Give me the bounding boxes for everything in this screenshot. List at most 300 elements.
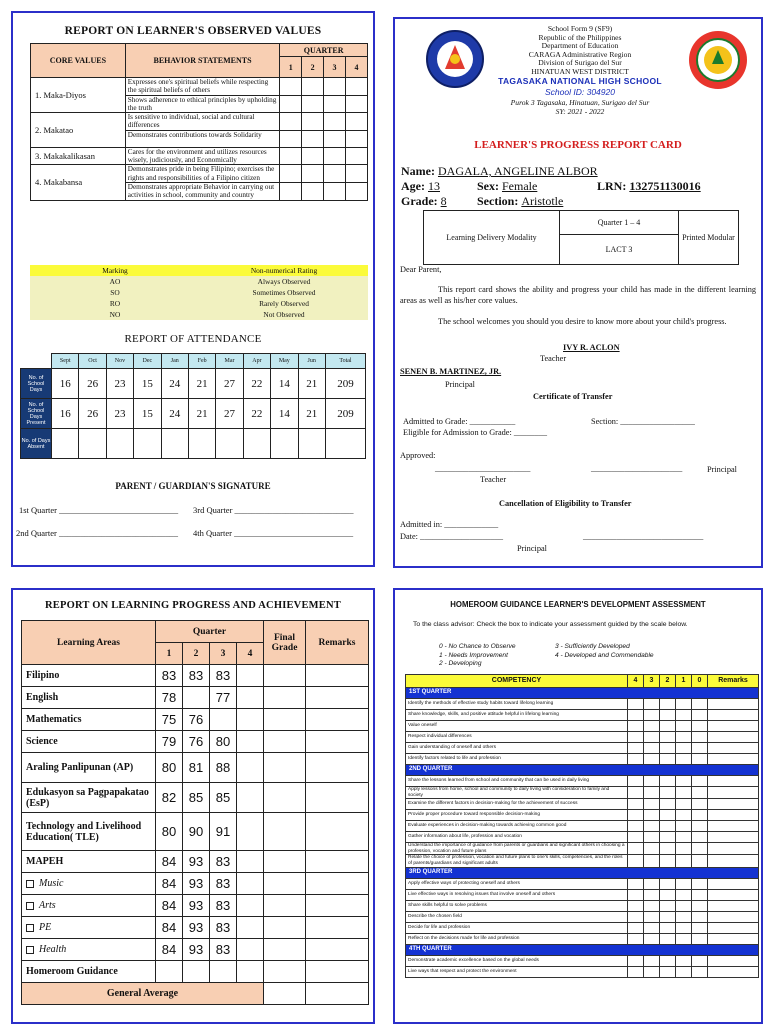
rating-cell[interactable] [302, 130, 324, 147]
assessment-cell[interactable] [676, 799, 692, 810]
assessment-cell[interactable] [708, 710, 759, 721]
assessment-cell[interactable] [676, 699, 692, 710]
teacher-name: IVY R. ACLON [563, 343, 620, 352]
assessment-cell[interactable] [676, 732, 692, 743]
assessment-cell[interactable] [676, 810, 692, 821]
rating-cell[interactable] [346, 130, 368, 147]
assessment-cell[interactable] [708, 889, 759, 900]
learning-area-name: Science [26, 736, 58, 747]
lrn-label: LRN: [597, 179, 627, 193]
rating-cell[interactable] [302, 147, 324, 165]
assessment-cell[interactable] [660, 900, 676, 911]
assessment-cell[interactable] [628, 955, 644, 966]
assessment-cell[interactable] [660, 743, 676, 754]
school-header-line: Division of Surigao del Sur [538, 58, 622, 68]
assessment-cell[interactable] [676, 878, 692, 889]
assessment-cell[interactable] [692, 955, 708, 966]
assessment-cell[interactable] [644, 799, 660, 810]
grade-cell [237, 753, 264, 783]
assessment-cell[interactable] [676, 955, 692, 966]
attendance-cell [161, 429, 188, 459]
month-header: Sept [52, 354, 79, 369]
rating-cell[interactable] [302, 95, 324, 113]
grade-cell [237, 783, 264, 813]
remarks-cell [306, 961, 369, 983]
rating-cell[interactable] [280, 130, 302, 147]
learning-area [22, 665, 156, 687]
learning-area-name: Music [39, 878, 64, 889]
scale-item: 2 - Developing [439, 660, 482, 668]
marking-code: RO [109, 299, 121, 308]
ldm-mode: Printed Modular [679, 211, 739, 265]
general-average-label: General Average [22, 983, 264, 1005]
assessment-cell[interactable] [708, 721, 759, 732]
assessment-cell[interactable] [628, 799, 644, 810]
assessment-cell[interactable] [644, 787, 660, 799]
ldm-quarters: Quarter 1 – 4 [560, 211, 679, 235]
learning-area [22, 939, 156, 961]
assessment-cell[interactable] [676, 721, 692, 732]
assessment-cell[interactable] [644, 955, 660, 966]
assessment-cell[interactable] [692, 799, 708, 810]
assessment-cell[interactable] [628, 710, 644, 721]
assessment-cell[interactable] [660, 710, 676, 721]
assessment-cell[interactable] [644, 832, 660, 843]
final-grade-cell [264, 731, 306, 753]
general-average-value [264, 983, 306, 1005]
grade-cell: 83 [210, 917, 237, 939]
grade-cell: 75 [156, 709, 183, 731]
assessment-cell[interactable] [708, 732, 759, 743]
assessment-cell[interactable] [660, 955, 676, 966]
guidance-quarter-row [406, 867, 759, 878]
rating-cell[interactable] [346, 165, 368, 183]
rating-cell[interactable] [324, 78, 346, 96]
assessment-cell[interactable] [660, 699, 676, 710]
assessment-cell[interactable] [644, 732, 660, 743]
assessment-cell[interactable] [660, 933, 676, 944]
learning-area [22, 873, 156, 895]
assessment-cell[interactable] [708, 966, 759, 977]
attendance-row-label: No. of School Days [21, 369, 52, 399]
assessment-cell[interactable] [644, 878, 660, 889]
rating-text: Sometimes Observed [252, 288, 316, 297]
school-address: Purok 3 Tagasaka, Hinatuan, Surigao del Sur [510, 98, 650, 107]
assessment-cell[interactable] [660, 810, 676, 821]
assessment-cell[interactable] [644, 699, 660, 710]
assessment-cell[interactable] [660, 843, 676, 855]
grade-row [22, 895, 369, 917]
attendance-cell [298, 429, 325, 459]
assessment-cell[interactable] [676, 710, 692, 721]
assessment-cell[interactable] [660, 832, 676, 843]
competency-text: Demonstrate academic excellence based on the global needs [406, 955, 628, 966]
assessment-cell[interactable] [660, 855, 676, 867]
rating-header: Non-numerical Rating [250, 266, 318, 275]
remarks-cell [306, 753, 369, 783]
assessment-cell[interactable] [660, 911, 676, 922]
attendance-cell [106, 429, 133, 459]
assessment-cell[interactable] [708, 787, 759, 799]
grade-cell: 91 [210, 813, 237, 851]
core-values-header: CORE VALUES [31, 44, 126, 78]
assessment-cell[interactable] [628, 855, 644, 867]
scale-left [439, 643, 516, 669]
grade-cell: 93 [183, 895, 210, 917]
grade-cell: 88 [210, 753, 237, 783]
rating-cell[interactable] [280, 182, 302, 200]
assessment-cell[interactable] [676, 889, 692, 900]
ldm-label: Learning Delivery Modality [424, 211, 560, 265]
assessment-cell[interactable] [628, 743, 644, 754]
rating-cell[interactable] [346, 113, 368, 131]
checkbox-icon [26, 946, 34, 954]
age-value: 13 [428, 179, 440, 193]
assessment-cell[interactable] [708, 699, 759, 710]
assessment-cell[interactable] [660, 966, 676, 977]
assessment-cell[interactable] [692, 699, 708, 710]
assessment-cell[interactable] [692, 933, 708, 944]
rating-cell[interactable] [324, 147, 346, 165]
guidance-title: HOMEROOM GUIDANCE LEARNER'S DEVELOPMENT ASSESSMENT [450, 600, 706, 609]
assessment-cell[interactable] [692, 911, 708, 922]
competency-text: Decide for life and profession [406, 922, 628, 933]
final-grade-cell [264, 961, 306, 983]
assessment-cell[interactable] [692, 900, 708, 911]
assessment-cell[interactable] [692, 966, 708, 977]
month-header: Mar [216, 354, 243, 369]
assessment-cell[interactable] [644, 911, 660, 922]
assessment-cell[interactable] [628, 776, 644, 787]
assessment-cell[interactable] [708, 843, 759, 855]
learning-area-name: Filipino [26, 670, 60, 681]
month-header: Jun [298, 354, 325, 369]
grade-row [22, 753, 369, 783]
assessment-cell[interactable] [692, 721, 708, 732]
assessment-cell[interactable] [692, 843, 708, 855]
sig-line-right: ______________________ [591, 464, 683, 473]
letter-paragraph-2: The school welcomes you should you desire to know more about your child's progress. [438, 317, 727, 326]
core-value-name: 3. Makakalikasan [31, 147, 126, 165]
assessment-cell[interactable] [676, 754, 692, 765]
rating-text: Not Observed [263, 310, 305, 319]
rating-cell[interactable] [324, 182, 346, 200]
behavior-statement: Demonstrates appropriate Behavior in carrying out activities in school, community and country [125, 182, 279, 200]
assessment-cell[interactable] [692, 878, 708, 889]
rating-cell[interactable] [302, 182, 324, 200]
rating-cell[interactable] [324, 130, 346, 147]
assessment-cell[interactable] [708, 743, 759, 754]
assessment-cell[interactable] [628, 900, 644, 911]
attendance-table [20, 353, 366, 459]
quarter-col-4: 4 [346, 57, 368, 78]
principal-name: SENEN B. MARTINEZ, JR. [400, 367, 502, 376]
assessment-cell[interactable] [644, 821, 660, 832]
assessment-cell[interactable] [644, 810, 660, 821]
grade-cell [210, 709, 237, 731]
assessment-cell[interactable] [692, 776, 708, 787]
scale-right [555, 643, 654, 660]
learning-area [22, 917, 156, 939]
assessment-cell[interactable] [628, 922, 644, 933]
grade-cell [237, 709, 264, 731]
attendance-title: REPORT OF ATTENDANCE [124, 333, 262, 345]
competency-row [406, 922, 759, 933]
assessment-cell[interactable] [692, 855, 708, 867]
competency-text: Share knowledge, skills, and positive attitude helpful in lifelong learning [406, 710, 628, 721]
attendance-cell: 22 [243, 369, 270, 399]
assessment-cell[interactable] [644, 889, 660, 900]
rating-cell[interactable] [346, 78, 368, 96]
behavior-statement: Demonstrates pride in being Filipino; exercises the rights and responsibilities of a Filipino citizen [125, 165, 279, 183]
rating-cell[interactable] [346, 147, 368, 165]
assessment-cell[interactable] [676, 743, 692, 754]
assessment-cell[interactable] [644, 933, 660, 944]
guidance-quarter-row [406, 688, 759, 699]
assessment-cell[interactable] [644, 900, 660, 911]
assessment-cell[interactable] [644, 776, 660, 787]
month-header: Feb [188, 354, 215, 369]
competency-text: Apply lessons from home, school and community to daily living with consideration to family and society [406, 787, 628, 799]
assessment-cell[interactable] [644, 743, 660, 754]
rating-row [30, 309, 368, 320]
competency-text: Provide proper procedure toward responsible decision-making [406, 810, 628, 821]
competency-row [406, 889, 759, 900]
competency-table [405, 674, 759, 978]
section-value: Aristotle [521, 194, 564, 208]
assessment-cell[interactable] [708, 855, 759, 867]
assessment-cell[interactable] [676, 966, 692, 977]
behavior-statement: Shows adherence to ethical principles by upholding the truth [125, 95, 279, 113]
assessment-cell[interactable] [660, 787, 676, 799]
rating-cell[interactable] [346, 95, 368, 113]
assessment-cell[interactable] [676, 832, 692, 843]
assessment-cell[interactable] [628, 966, 644, 977]
assessment-cell[interactable] [676, 911, 692, 922]
final-grade-cell [264, 851, 306, 873]
assessment-cell[interactable] [692, 821, 708, 832]
rating-cell[interactable] [324, 165, 346, 183]
general-average-remarks [306, 983, 369, 1005]
assessment-cell[interactable] [628, 810, 644, 821]
assessment-cell[interactable] [692, 889, 708, 900]
learning-progress-panel [11, 588, 375, 1024]
final-grade-cell [264, 939, 306, 961]
assessment-cell[interactable] [628, 889, 644, 900]
assessment-cell[interactable] [676, 933, 692, 944]
assessment-cell[interactable] [676, 900, 692, 911]
competency-row [406, 933, 759, 944]
assessment-cell[interactable] [628, 843, 644, 855]
assessment-cell[interactable] [708, 821, 759, 832]
behavior-statement: Is sensitive to individual, social and cultural differences [125, 113, 279, 131]
quarter-header: QUARTER [280, 44, 368, 57]
rating-cell[interactable] [280, 95, 302, 113]
assessment-cell[interactable] [692, 743, 708, 754]
section-line: Section: __________________ [591, 417, 695, 426]
assessment-cell[interactable] [644, 721, 660, 732]
assessment-cell[interactable] [692, 754, 708, 765]
rating-legend [30, 265, 368, 320]
scale-col-header: 0 [692, 675, 708, 688]
rating-cell[interactable] [302, 113, 324, 131]
rating-cell[interactable] [324, 113, 346, 131]
assessment-cell[interactable] [676, 922, 692, 933]
grade-cell: 83 [210, 665, 237, 687]
competency-row [406, 699, 759, 710]
assessment-cell[interactable] [644, 710, 660, 721]
assessment-cell[interactable] [660, 799, 676, 810]
assessment-cell[interactable] [628, 787, 644, 799]
principal-label: Principal [445, 380, 475, 389]
learning-area-name: Edukasyon sa Pagpapakatao (EsP) [26, 786, 149, 809]
assessment-cell[interactable] [676, 843, 692, 855]
assessment-cell[interactable] [692, 710, 708, 721]
grade-cell [237, 917, 264, 939]
final-grade-cell [264, 687, 306, 709]
assessment-cell[interactable] [628, 832, 644, 843]
assessment-cell[interactable] [644, 855, 660, 867]
rating-cell[interactable] [280, 113, 302, 131]
month-header: Jan [161, 354, 188, 369]
guidance-quarter-label: 4TH QUARTER [406, 944, 759, 955]
report-card-cover-panel [393, 17, 763, 568]
assessment-cell[interactable] [692, 787, 708, 799]
assessment-cell[interactable] [708, 776, 759, 787]
final-grade-cell [264, 665, 306, 687]
assessment-cell[interactable] [676, 776, 692, 787]
grade-cell: 83 [210, 851, 237, 873]
scale-col-header: 4 [628, 675, 644, 688]
grade-cell: 81 [183, 753, 210, 783]
assessment-cell[interactable] [692, 810, 708, 821]
assessment-cell[interactable] [660, 821, 676, 832]
assessment-cell[interactable] [660, 878, 676, 889]
rating-cell[interactable] [280, 78, 302, 96]
ldm-lact: LACT 3 [560, 235, 679, 265]
behavior-header: BEHAVIOR STATEMENTS [125, 44, 279, 78]
assessment-cell[interactable] [676, 855, 692, 867]
competency-row [406, 810, 759, 821]
competency-row [406, 799, 759, 810]
learning-area-name: English [26, 692, 59, 703]
assessment-cell[interactable] [708, 922, 759, 933]
grade-cell: 83 [210, 895, 237, 917]
remarks-cell [306, 731, 369, 753]
assessment-cell[interactable] [628, 911, 644, 922]
assessment-cell[interactable] [644, 754, 660, 765]
scale-col-header: 2 [660, 675, 676, 688]
grade-cell [237, 939, 264, 961]
assessment-cell[interactable] [708, 955, 759, 966]
assessment-cell[interactable] [628, 933, 644, 944]
assessment-cell[interactable] [692, 732, 708, 743]
assessment-cell[interactable] [708, 878, 759, 889]
competency-row [406, 878, 759, 889]
remarks-header: Remarks [306, 621, 369, 665]
assessment-cell[interactable] [628, 821, 644, 832]
school-header-line: School Form 9 (SF9) [547, 24, 613, 33]
assessment-cell[interactable] [660, 732, 676, 743]
assessment-cell[interactable] [708, 810, 759, 821]
cancellation-title: Cancellation of Eligibility to Transfer [499, 499, 632, 508]
attendance-cell [271, 429, 298, 459]
guidance-quarter-row [406, 944, 759, 955]
competency-text: Gain understanding of oneself and others [406, 743, 628, 754]
rating-cell[interactable] [302, 78, 324, 96]
behavior-statement: Cares for the environment and utilizes resources wisely, judiciously, and Economically [125, 147, 279, 165]
assessment-cell[interactable] [676, 787, 692, 799]
observed-values-panel [11, 11, 375, 567]
assessment-cell[interactable] [660, 721, 676, 732]
competency-text: Understand the importance of guidance from parents or guardians and significant others in choosing a profession, vocation and future plans [406, 843, 628, 855]
core-values-table [30, 43, 368, 201]
competency-row [406, 710, 759, 721]
assessment-cell[interactable] [692, 832, 708, 843]
grade-cell: 93 [183, 873, 210, 895]
assessment-cell[interactable] [628, 732, 644, 743]
marking-code: AO [109, 277, 121, 286]
teacher-label: Teacher [540, 354, 567, 363]
rating-cell[interactable] [324, 95, 346, 113]
assessment-cell[interactable] [708, 832, 759, 843]
assessment-cell[interactable] [708, 933, 759, 944]
attendance-cell: 26 [79, 369, 106, 399]
quarter-col-2: 2 [302, 57, 324, 78]
rating-cell[interactable] [280, 165, 302, 183]
competency-text: Respect individual differences [406, 732, 628, 743]
assessment-cell[interactable] [708, 754, 759, 765]
grade-cell: 84 [156, 873, 183, 895]
rating-cell[interactable] [302, 165, 324, 183]
assessment-cell[interactable] [628, 721, 644, 732]
assessment-cell[interactable] [644, 843, 660, 855]
assessment-cell[interactable] [676, 821, 692, 832]
rating-cell[interactable] [346, 182, 368, 200]
assessment-cell[interactable] [660, 889, 676, 900]
assessment-cell[interactable] [660, 754, 676, 765]
assessment-cell[interactable] [708, 911, 759, 922]
assessment-cell[interactable] [644, 922, 660, 933]
assessment-cell[interactable] [708, 799, 759, 810]
attendance-cell: 15 [134, 399, 161, 429]
month-header: Oct [79, 354, 106, 369]
grade-cell [183, 961, 210, 983]
sig-line-left: _______________________ [435, 464, 531, 473]
assessment-cell[interactable] [628, 754, 644, 765]
remarks-cell [306, 873, 369, 895]
grade-cell [237, 873, 264, 895]
quarter-col-1: 1 [280, 57, 302, 78]
assessment-cell[interactable] [692, 922, 708, 933]
attendance-row-label: No. of Days Absent [21, 429, 52, 459]
assessment-cell[interactable] [708, 900, 759, 911]
age-label: Age: [401, 179, 425, 193]
assessment-cell[interactable] [660, 776, 676, 787]
rating-cell[interactable] [280, 147, 302, 165]
final-grade-cell [264, 709, 306, 731]
assessment-cell[interactable] [628, 878, 644, 889]
learning-area-name: Araling Panlipunan (AP) [26, 762, 134, 773]
attendance-cell: 21 [188, 399, 215, 429]
attendance-row-label: No. of School Days Present [21, 399, 52, 429]
attendance-cell: 209 [325, 369, 365, 399]
assessment-cell[interactable] [660, 922, 676, 933]
assessment-cell[interactable] [628, 699, 644, 710]
learning-area [22, 753, 156, 783]
guidance-quarter-label: 1ST QUARTER [406, 688, 759, 699]
assessment-cell[interactable] [644, 966, 660, 977]
